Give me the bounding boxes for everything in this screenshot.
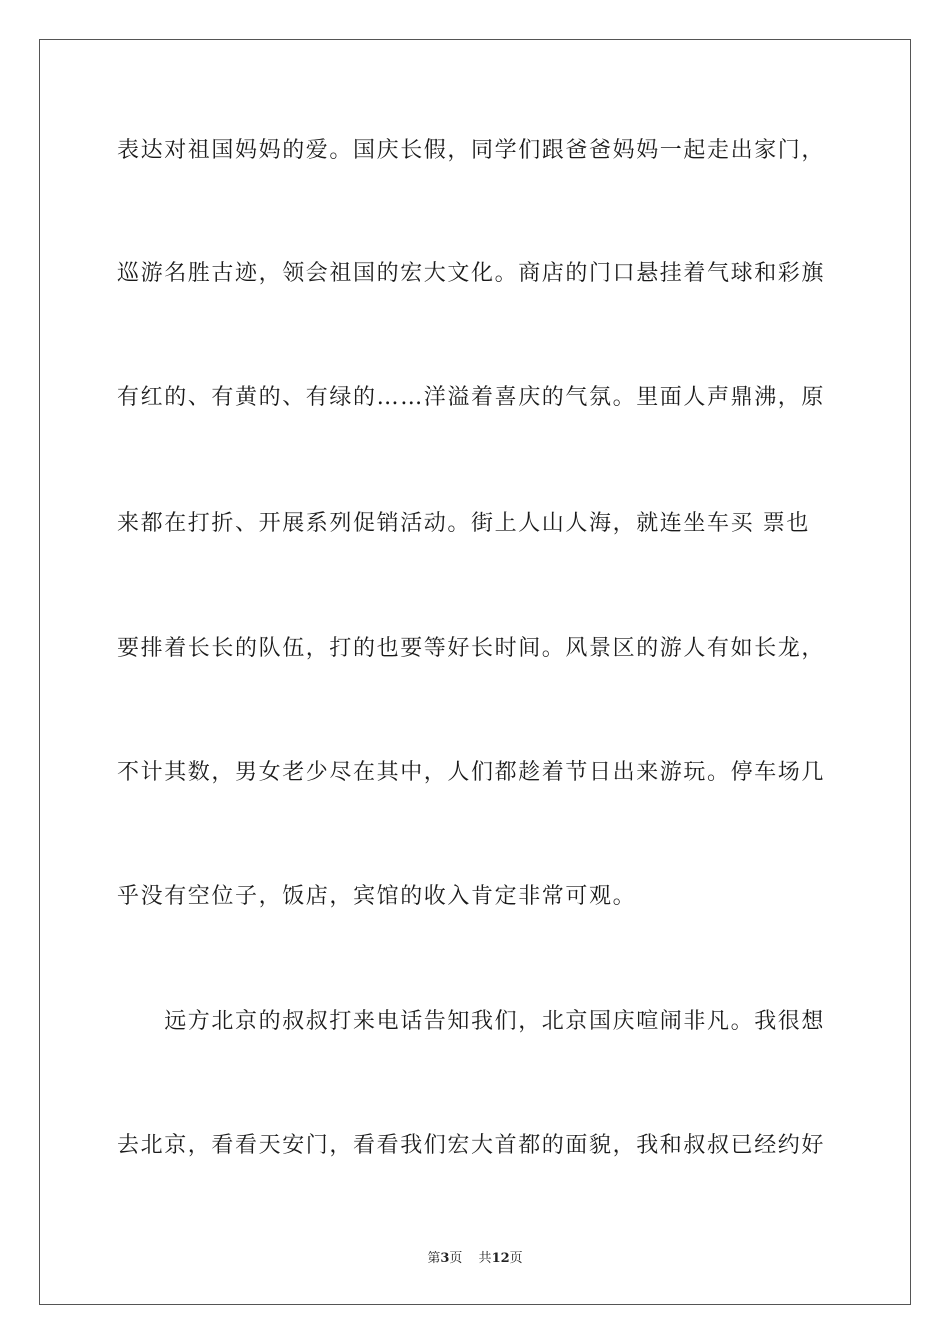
total-pages-indicator: 共12页: [478, 1251, 523, 1266]
text-line: 表达对祖国妈妈的爱。国庆长假，同学们跟爸爸妈妈一起走出家门，: [117, 138, 826, 163]
text-line: 乎没有空位子，饭店，宾馆的收入肯定非常可观。: [117, 884, 637, 909]
text-line: 要排着长长的队伍，打的也要等好长时间。风景区的游人有如长龙，: [117, 636, 826, 661]
text-line: 有红的、有黄的、有绿的……洋溢着喜庆的气氛。里面人声鼎沸，原: [117, 385, 826, 410]
paragraph-start-line: 远方北京的叔叔打来电话告知我们，北京国庆喧闹非凡。我很想: [117, 1009, 826, 1034]
page-indicator: 第3页: [427, 1251, 463, 1266]
text-line: 来都在打折、开展系列促销活动。街上人山人海，就连坐车买 票也: [117, 511, 810, 536]
page-border: [39, 39, 911, 1305]
text-line: 巡游名胜古迹，领会祖国的宏大文化。商店的门口悬挂着气球和彩旗: [117, 261, 826, 286]
text-line: 不计其数，男女老少尽在其中，人们都趁着节日出来游玩。停车场几: [117, 760, 826, 785]
page-footer: [0, 1247, 950, 1266]
text-line: 去北京，看看天安门，看看我们宏大首都的面貌，我和叔叔已经约好: [117, 1133, 826, 1158]
